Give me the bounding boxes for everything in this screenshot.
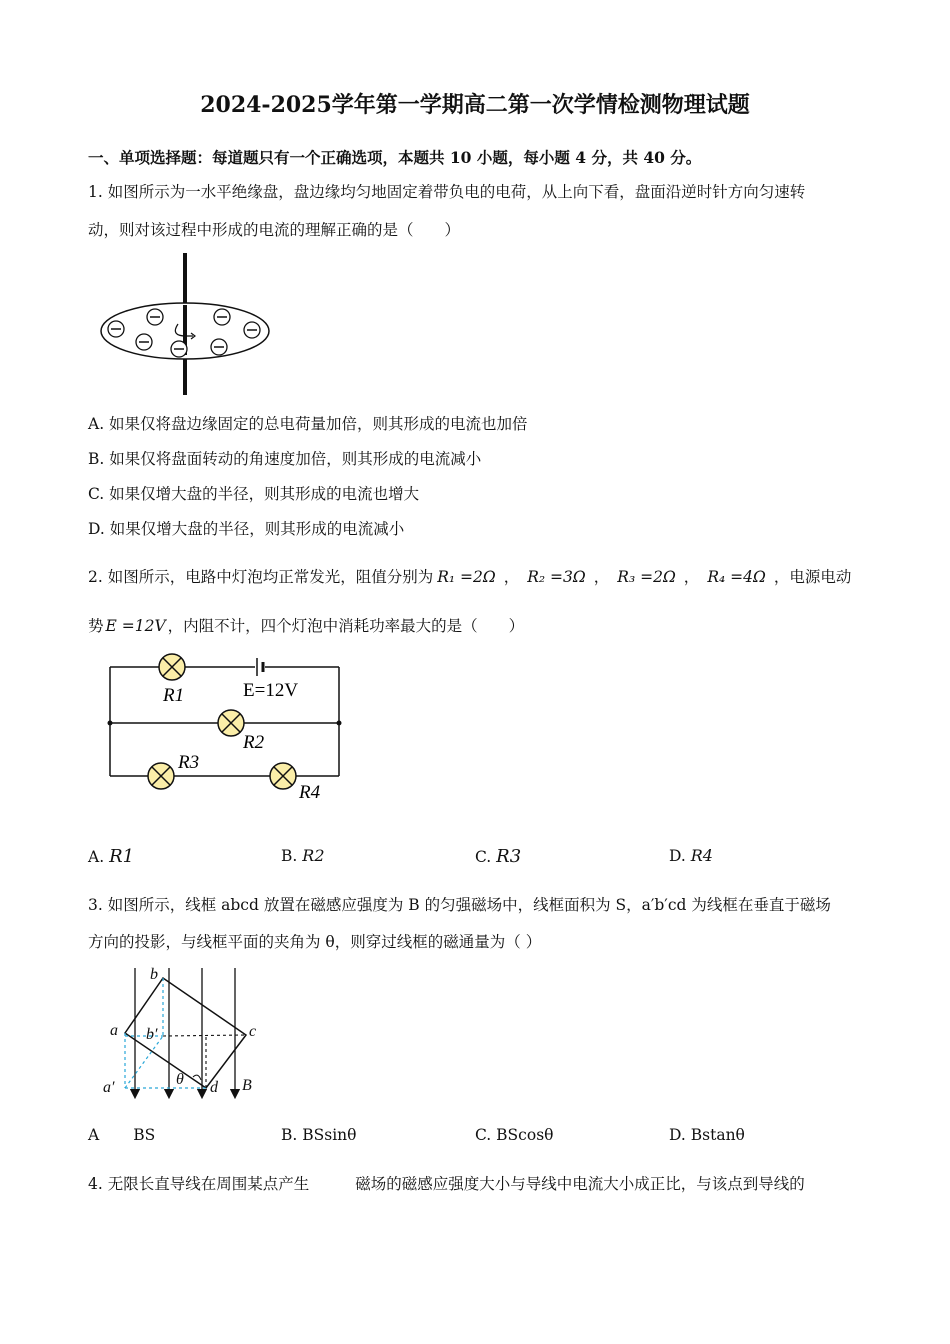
q4-stem-part2: 磁场的磁感应强度大小与导线中电流大小成正比，与该点到导线的 bbox=[355, 1175, 805, 1193]
q1-stem-line1: 1. 如图所示为一水平绝缘盘，盘边缘均匀地固定着带负电的电荷，从上向下看，盘面沿逆时针方向匀速转 bbox=[88, 183, 806, 201]
label-field-b: B bbox=[242, 1077, 252, 1094]
q2-sep-3: ， bbox=[683, 568, 700, 586]
label-emf: E=12V bbox=[243, 680, 299, 701]
label-r4: R4 bbox=[299, 782, 321, 803]
q2-stem-line2 bbox=[88, 616, 524, 636]
q3-option-c: C. BScosθ bbox=[475, 1126, 554, 1144]
label-r1: R1 bbox=[163, 685, 185, 706]
lamp-r2 bbox=[218, 710, 244, 736]
q2-r4-value: R₄ =4Ω bbox=[707, 568, 766, 586]
q2-circuit-figure bbox=[100, 648, 360, 808]
q2-option-b: B. R2 bbox=[281, 846, 325, 865]
label-b-prime: b′ bbox=[146, 1026, 158, 1043]
q1-option-b: B. 如果仅将盘面转动的角速度加倍，则其形成的电流减小 bbox=[88, 450, 482, 468]
q2-stem-text: 2. 如图所示，电路中灯泡均正常发光，阻值分别为 bbox=[88, 568, 434, 586]
lamp-r1 bbox=[159, 654, 185, 680]
q3-stem-line1: 3. 如图所示，线框 abcd 放置在磁感应强度为 B 的匀强磁场中，线框面积为 S，a′b′cd 为线框在垂直于磁场 bbox=[88, 896, 831, 914]
page-title: 2024-2025学年第一学期高二第一次学情检测物理试题 bbox=[200, 92, 750, 118]
q3-option-b: B. BSsinθ bbox=[281, 1126, 357, 1144]
label-a: a bbox=[110, 1022, 118, 1039]
q2-emf-value: E =12V bbox=[105, 617, 166, 635]
q2-stem-end2: ，内阻不计，四个灯泡中消耗功率最大的是（ ） bbox=[167, 617, 525, 635]
q4-stem-part1: 4. 无限长直导线在周围某点产生 bbox=[88, 1175, 310, 1193]
q2-stem-end: ，电源电动 bbox=[773, 568, 852, 586]
label-a-prime: a′ bbox=[103, 1079, 115, 1096]
q2-sep-2: ， bbox=[593, 568, 610, 586]
q2-option-a: A. R1 bbox=[88, 846, 135, 867]
q3-option-a: A BS bbox=[88, 1126, 156, 1144]
q2-option-d: D. R4 bbox=[669, 846, 713, 865]
lamp-r4 bbox=[270, 763, 296, 789]
q3-stem-line2: 方向的投影，与线框平面的夹角为 θ，则穿过线框的磁通量为（ ） bbox=[88, 933, 542, 951]
label-b: b bbox=[150, 966, 158, 983]
label-d: d bbox=[210, 1079, 218, 1096]
q2-stem-line1 bbox=[88, 567, 851, 587]
q4-stem-line1 bbox=[88, 1174, 805, 1194]
q1-option-c: C. 如果仅增大盘的半径，则其形成的电流也增大 bbox=[88, 485, 420, 503]
q3-option-d: D. Bstanθ bbox=[669, 1126, 745, 1144]
q3-magnetic-figure bbox=[98, 962, 268, 1110]
q2-option-c: C. R3 bbox=[475, 846, 522, 867]
section-heading: 一、单项选择题：每道题只有一个正确选项，本题共 10 小题，每小题 4 分，共 40 分。 bbox=[88, 148, 702, 167]
q2-r1-value: R₁ =2Ω bbox=[437, 568, 496, 586]
q2-r3-value: R₃ =2Ω bbox=[617, 568, 676, 586]
q1-option-d: D. 如果仅增大盘的半径，则其形成的电流减小 bbox=[88, 520, 405, 538]
lamp-r3 bbox=[148, 763, 174, 789]
label-r3: R3 bbox=[178, 752, 200, 773]
q1-stem-line2: 动，则对该过程中形成的电流的理解正确的是（ ） bbox=[88, 221, 461, 239]
label-r2: R2 bbox=[243, 732, 265, 753]
q2-stem-text2: 势 bbox=[88, 617, 104, 635]
q2-r2-value: R₂ =3Ω bbox=[527, 568, 586, 586]
q1-disk-figure bbox=[98, 250, 278, 398]
label-c: c bbox=[249, 1023, 257, 1040]
q1-option-a: A. 如果仅将盘边缘固定的总电荷量加倍，则其形成的电流也加倍 bbox=[88, 415, 528, 433]
q2-sep-1: ， bbox=[503, 568, 520, 586]
label-theta: θ bbox=[176, 1071, 184, 1088]
